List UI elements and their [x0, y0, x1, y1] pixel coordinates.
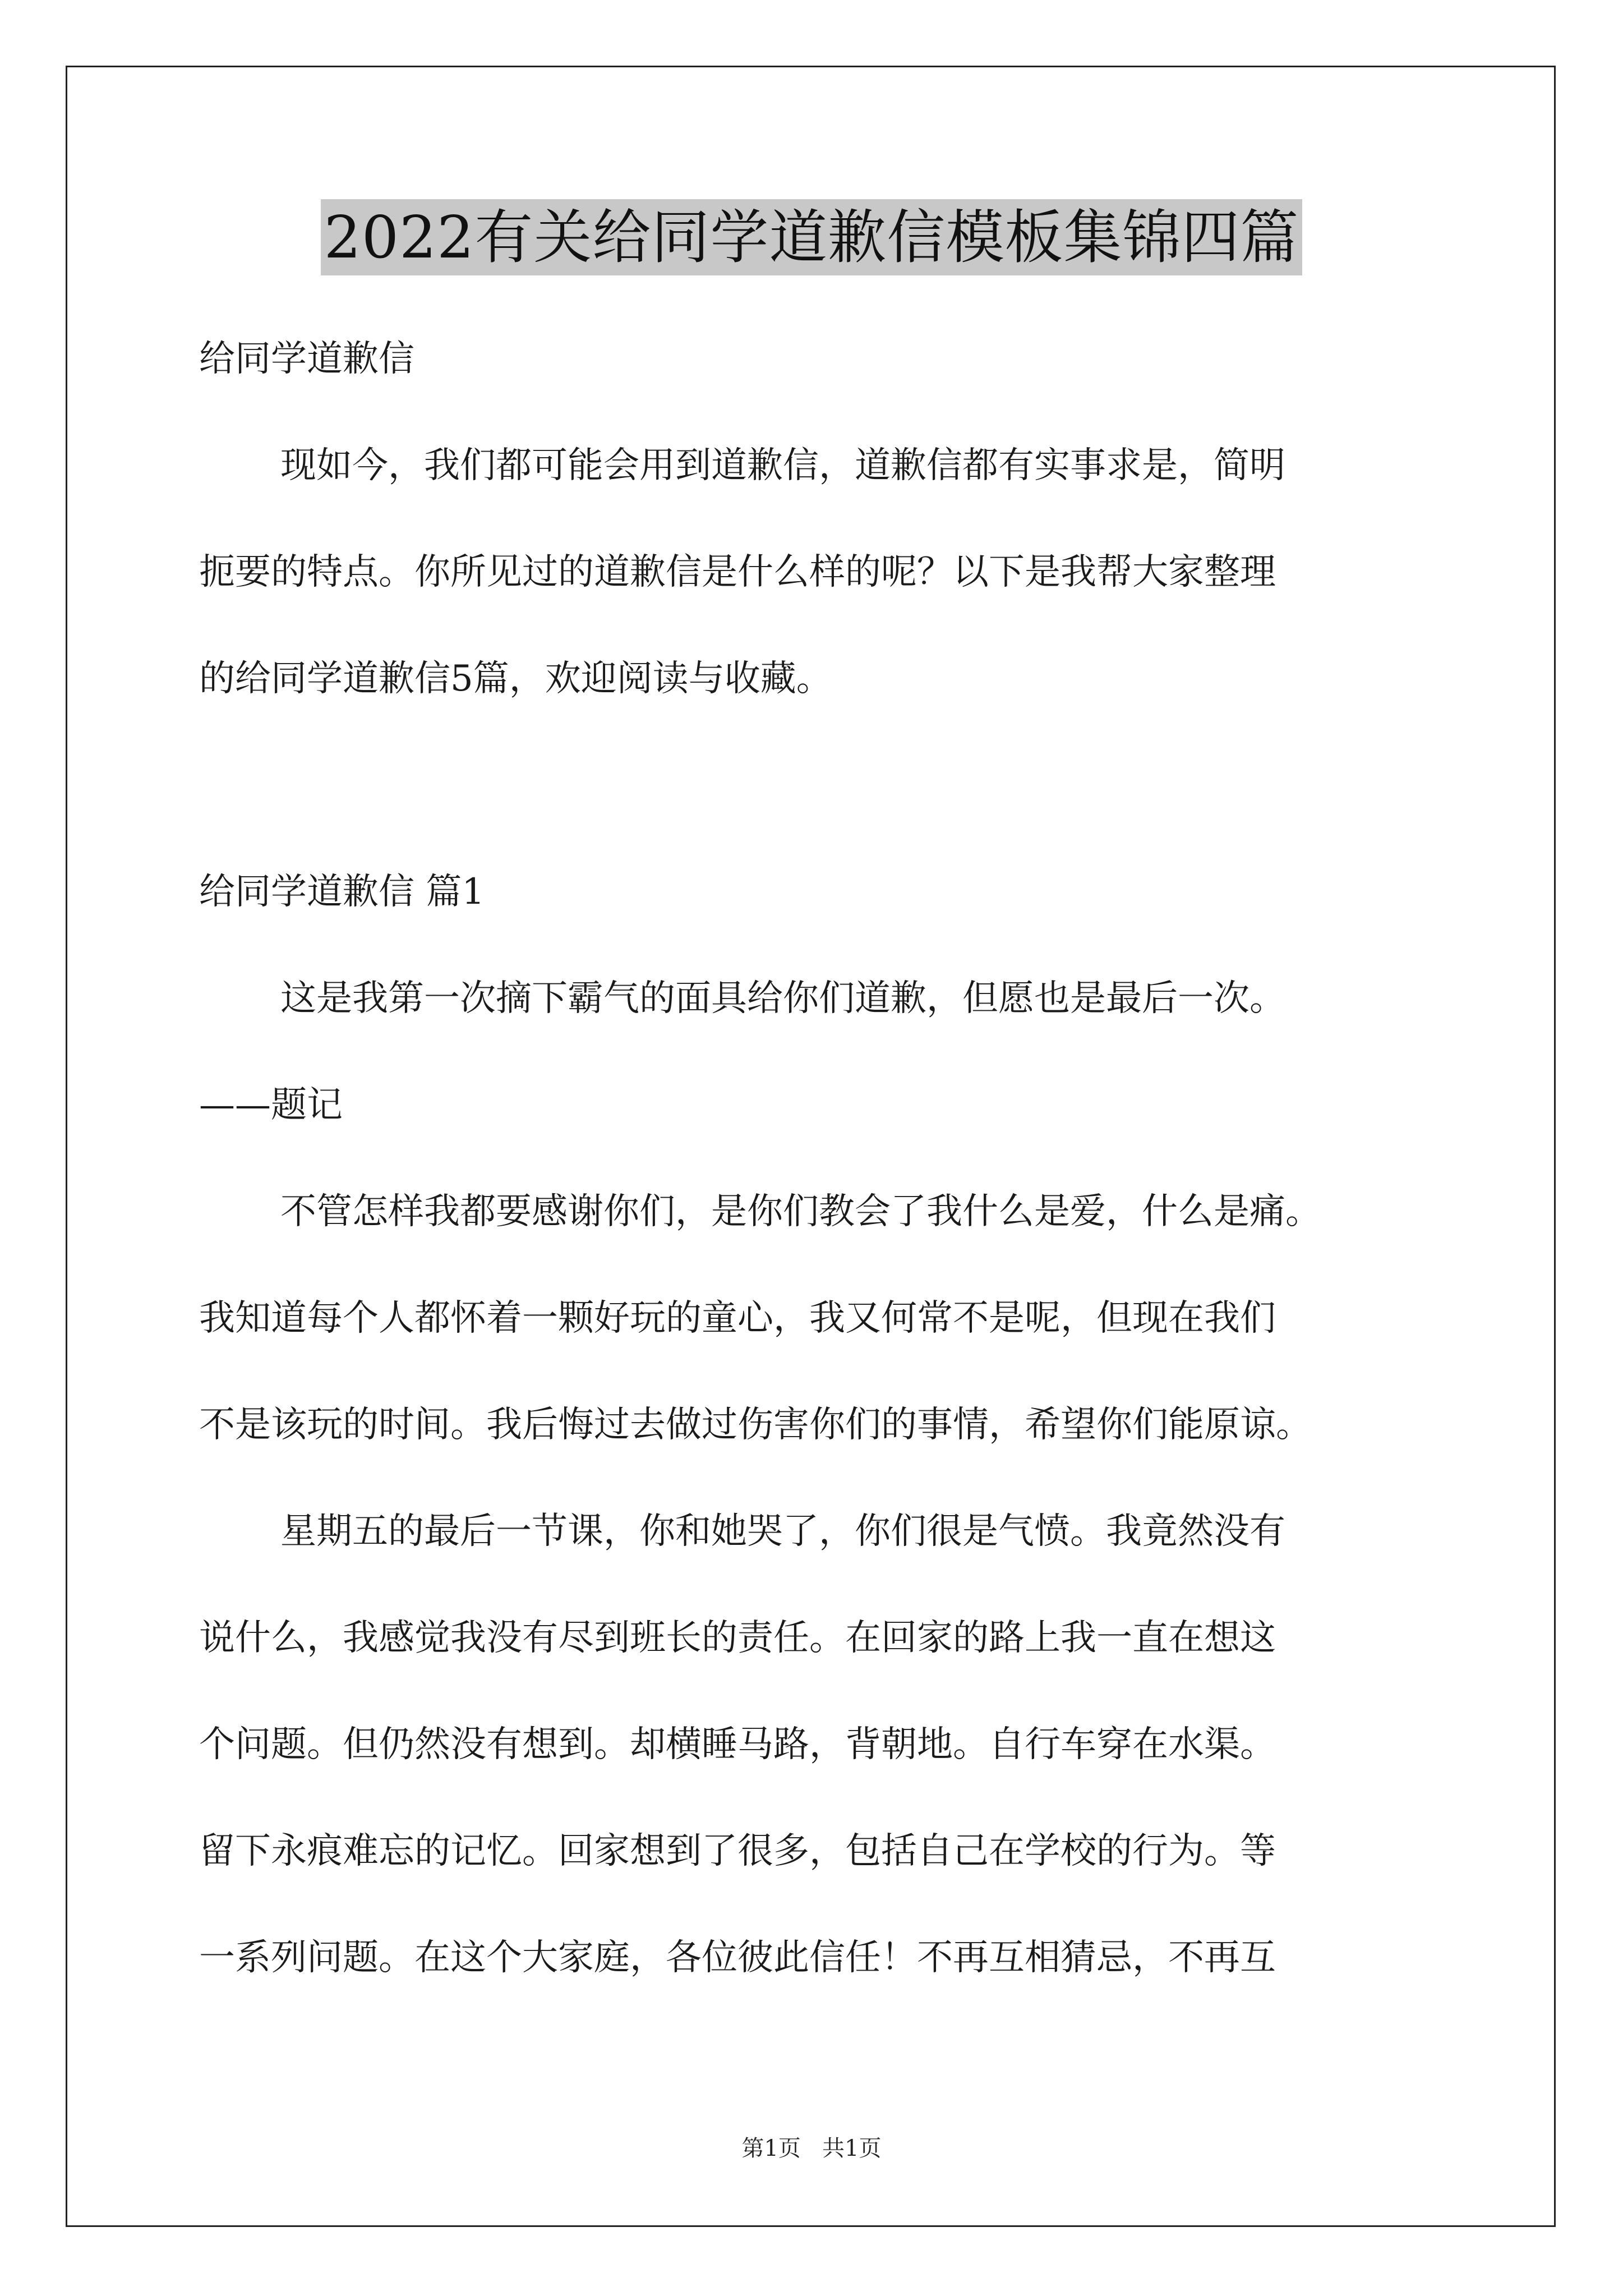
- paragraph-line: 说什么，我感觉我没有尽到班长的责任。在回家的路上我一直在想这: [199, 1617, 1276, 1659]
- section-heading: 给同学道歉信 篇1: [199, 871, 485, 913]
- document-title: 2022有关给同学道歉信模板集锦四篇: [321, 199, 1303, 275]
- document-body: [199, 306, 1472, 2011]
- paragraph-line: 扼要的特点。你所见过的道歉信是什么样的呢？以下是我帮大家整理: [199, 551, 1276, 593]
- intro-heading: 给同学道歉信: [199, 338, 414, 380]
- paragraph-line: 不是该玩的时间。我后悔过去做过伤害你们的事情，希望你们能原谅。: [199, 1404, 1312, 1446]
- paragraph-line: 的给同学道歉信5篇，欢迎阅读与收藏。: [199, 658, 832, 700]
- page-number-label: 第1页 共1页: [741, 2136, 882, 2161]
- paragraph-line: 星期五的最后一节课，你和她哭了，你们很是气愤。我竟然没有: [280, 1511, 1285, 1552]
- paragraph-line: 这是我第一次摘下霸气的面具给你们道歉，但愿也是最后一次。: [280, 978, 1285, 1019]
- paragraph-line: 不管怎样我都要感谢你们，是你们教会了我什么是爱，什么是痛。: [280, 1191, 1321, 1232]
- title-container: [0, 199, 1623, 275]
- paragraph-line: 留下永痕难忘的记忆。回家想到了很多，包括自己在学校的行为。等: [199, 1830, 1276, 1872]
- paragraph-line: 现如今，我们都可能会用到道歉信，道歉信都有实事求是，简明: [280, 445, 1285, 486]
- paragraph-line: 一系列问题。在这个大家庭，各位彼此信任！不再互相猜忌，不再互: [199, 1937, 1276, 1978]
- paragraph-line: ——题记: [199, 1084, 343, 1126]
- blank-line: [199, 732, 1472, 839]
- paragraph-line: 我知道每个人都怀着一颗好玩的童心，我又何常不是呢，但现在我们: [199, 1297, 1276, 1339]
- page-footer: [0, 2132, 1623, 2165]
- paragraph-line: 个问题。但仍然没有想到。却横睡马路，背朝地。自行车穿在水渠。: [199, 1724, 1276, 1765]
